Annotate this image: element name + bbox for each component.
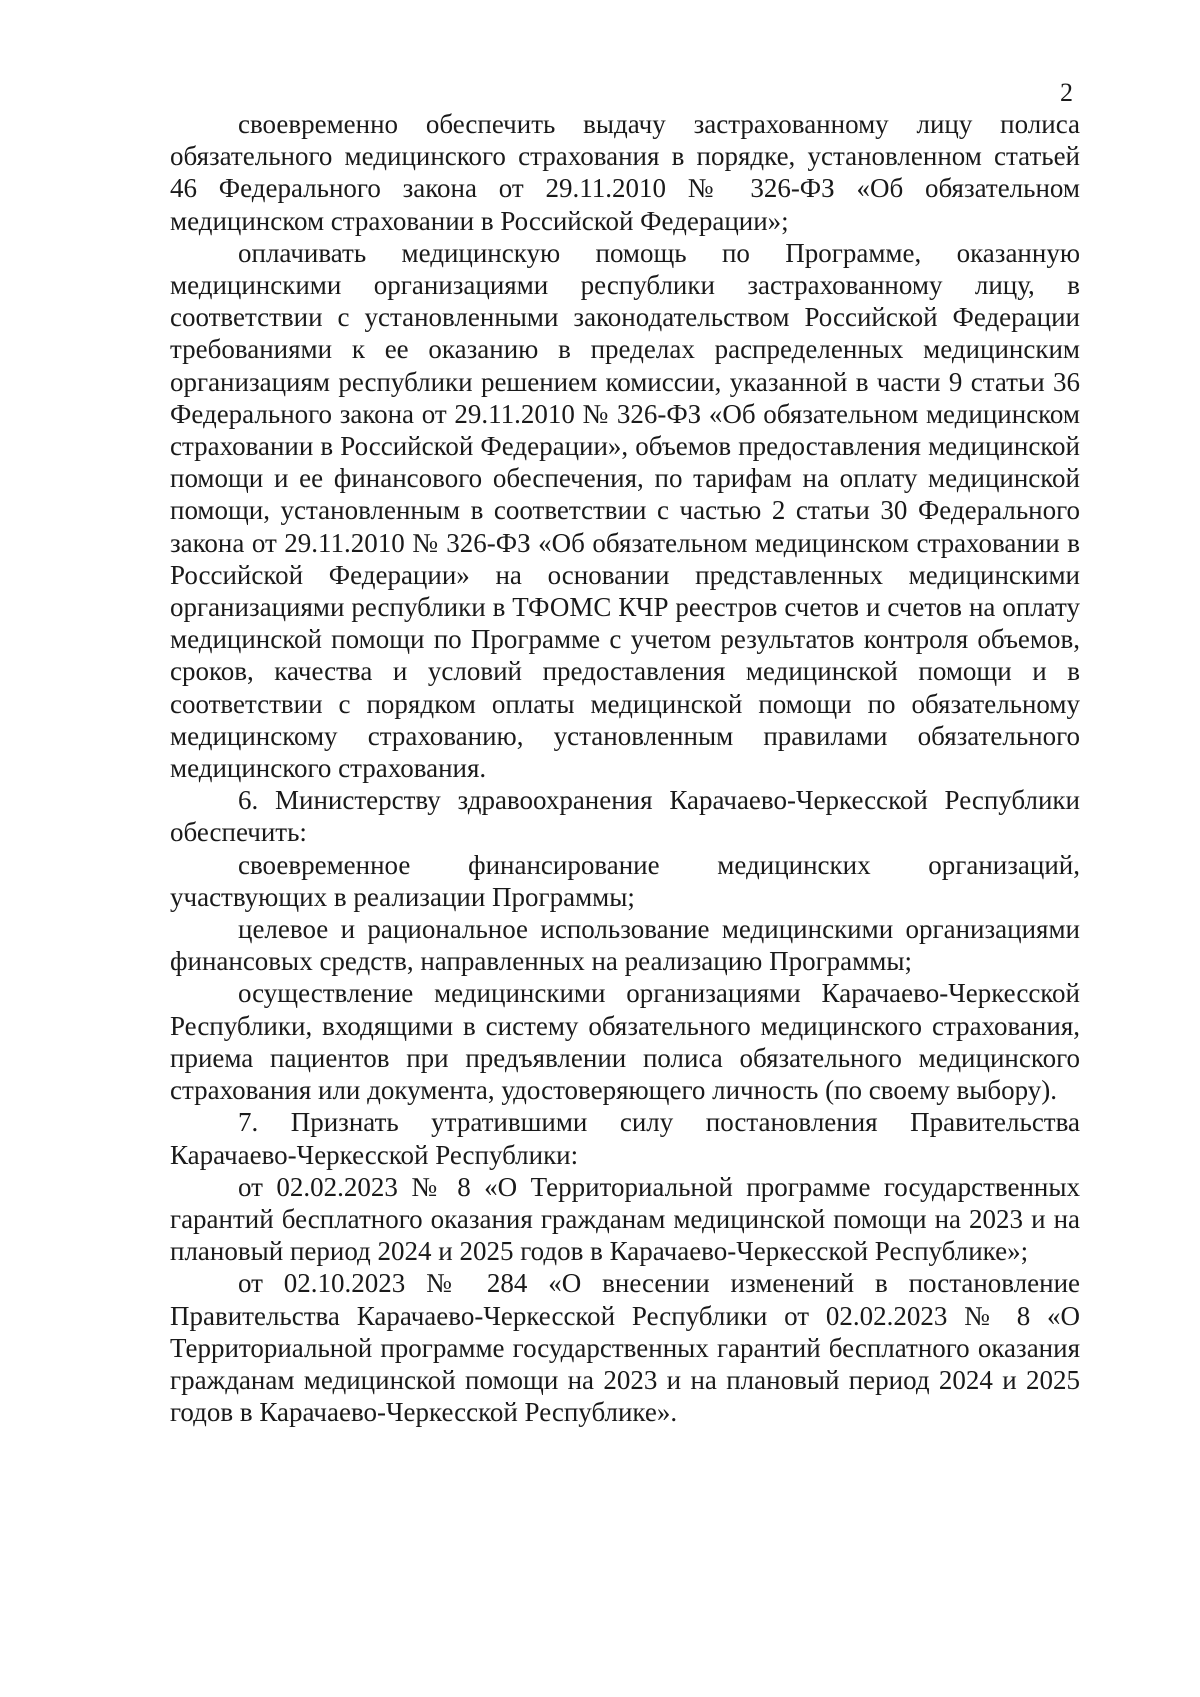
- document-body: [170, 108, 1080, 1428]
- paragraph-decree-284: от 02.10.2023 № 284 «О внесении изменений в постановление Правительства Карачаево-Черкесской Республики от 02.02.2023 № 8 «О Территориальной программе государственных гарантий бесплатного оказания гражданам медицинской помощи на 2023 и на плановый период 2024 и 2025 годов в Карачаево-Черкесской Республике».: [170, 1268, 1080, 1428]
- paragraph-issue-policy: своевременно обеспечить выдачу застрахованному лицу полиса обязательного медицинского страхования в порядке, установленном статьей 46 Федерального закона от 29.11.2010 № 326-ФЗ «Об обязательном медицинском страховании в Российской Федерации»;: [170, 109, 1080, 236]
- paragraph-decree-8: от 02.02.2023 № 8 «О Территориальной программе государственных гарантий бесплатного оказания гражданам медицинской помощи на 2023 и на плановый период 2024 и 2025 годов в Карачаево-Черкесской Республике»;: [170, 1171, 1080, 1267]
- paragraph-item-7: 7. Признать утратившими силу постановления Правительства Карачаево-Черкесской Республики:: [170, 1107, 1080, 1170]
- paragraph-targeted-use: целевое и рациональное использование медицинскими организациями финансовых средств, направленных на реализацию Программы;: [170, 914, 1080, 977]
- paragraph-item-6: 6. Министерству здравоохранения Карачаево-Черкесской Республики обеспечить:: [170, 785, 1080, 848]
- paragraph-timely-financing: своевременное финансирование медицинских организаций, участвующих в реализации Программы;: [170, 849, 1080, 912]
- paragraph-pay-medical-care: оплачивать медицинскую помощь по Программе, оказанную медицинскими организациями республики застрахованному лицу, в соответствии с установленными законодательством Российской Федерации требованиями к ее оказанию в пределах распределенных медицинским организациям республики решением комиссии, указанной в части 9 статьи 36 Федерального закона от 29.11.2010 № 326-ФЗ «Об обязательном медицинском страховании в Российской Федерации», объемов предоставления медицинской помощи и ее финансового обеспечения, по тарифам на оплату медицинской помощи, установленным в соответствии с частью 2 статьи 30 Федерального закона от 29.11.2010 № 326-ФЗ «Об обязательном медицинском страховании в Российской Федерации» на основании представленных медицинскими организациями республики в ТФОМС КЧР реестров счетов и счетов на оплату медицинской помощи по Программе с учетом результатов контроля объемов, сроков, качества и условий предоставления медицинской помощи и в соответствии с порядком оплаты медицинской помощи по обязательному медицинскому страхованию, установленным правилами обязательного медицинского страхования.: [170, 237, 1080, 784]
- paragraph-patient-admission: осуществление медицинскими организациями Карачаево-Черкесской Республики, входящими в систему обязательного медицинского страхования, приема пациентов при предъявлении полиса обязательного медицинского страхования или документа, удостоверяющего личность (по своему выбору).: [170, 978, 1080, 1106]
- page-number: 2: [1060, 78, 1073, 107]
